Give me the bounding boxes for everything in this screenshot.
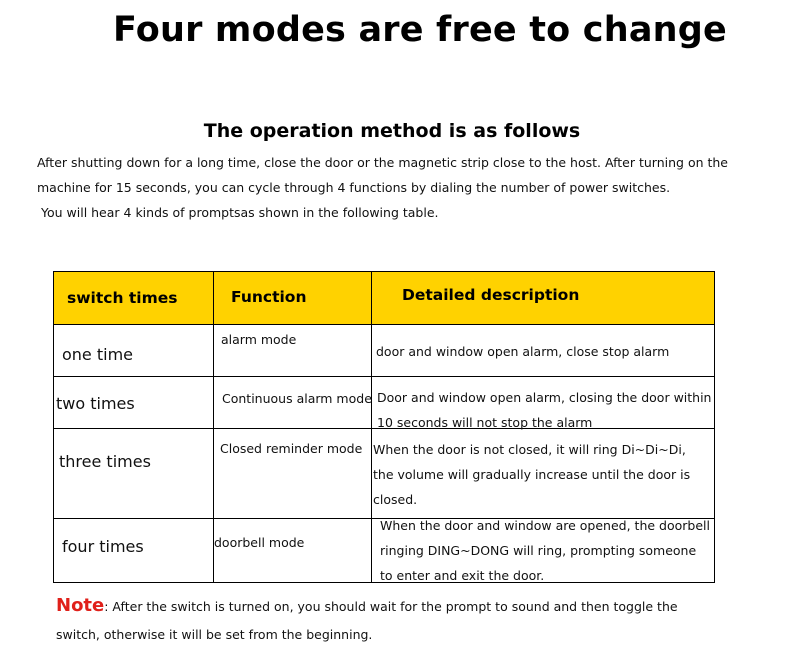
description-text: When the door is not closed, it will ring Di~Di~Di, the volume will gradually increase until the door is closed.: [373, 442, 691, 507]
note-block: [56, 592, 678, 649]
note-line: switch, otherwise it will be set from the beginning.: [56, 627, 373, 642]
function-cell: [214, 429, 372, 519]
column-header-label: Detailed description: [402, 286, 580, 304]
switch-times-text: three times: [59, 452, 151, 471]
times-cell: [54, 325, 214, 377]
function-text: alarm mode: [221, 332, 297, 347]
column-header-switch-times: [54, 272, 214, 325]
description-text: When the door and window are opened, the doorbell ringing DING~DONG will ring, prompting someone to enter and exit the door.: [380, 518, 710, 583]
switch-times-text: four times: [62, 537, 144, 556]
switch-times-text: one time: [62, 345, 134, 364]
times-cell: [54, 429, 214, 519]
function-text: doorbell mode: [214, 535, 305, 550]
description-cell: [372, 519, 715, 583]
note-text: : After the switch is turned on, you should wait for the prompt to sound and then toggle the: [104, 599, 678, 614]
note-label: Note: [56, 595, 105, 616]
table-row: [54, 325, 715, 377]
table-row: [54, 377, 715, 429]
column-header-label: Function: [231, 288, 307, 306]
intro-line: You will hear 4 kinds of promptsas shown in the following table.: [41, 205, 439, 220]
column-header-function: [214, 272, 372, 325]
description-cell: [372, 429, 715, 519]
note-line: [56, 592, 678, 621]
section-heading: The operation method is as follows: [203, 120, 581, 142]
times-cell: [54, 377, 214, 429]
function-cell: [214, 377, 372, 429]
column-header-label: switch times: [67, 289, 178, 307]
intro-line: machine for 15 seconds, you can cycle through 4 functions by dialing the number of power switches.: [37, 180, 671, 195]
function-cell: [214, 519, 372, 583]
description-text: door and window open alarm, close stop alarm: [376, 344, 670, 359]
modes-table: [53, 271, 715, 583]
table-row: [54, 519, 715, 583]
column-header-description: [372, 272, 715, 325]
times-cell: [54, 519, 214, 583]
page-title: Four modes are free to change: [113, 10, 727, 50]
description-cell: [372, 377, 715, 429]
intro-line: After shutting down for a long time, close the door or the magnetic strip close to the host. After turning on the: [37, 155, 728, 170]
function-text: Continuous alarm mode: [222, 391, 372, 406]
function-cell: [214, 325, 372, 377]
function-text: Closed reminder mode: [220, 441, 363, 456]
switch-times-text: two times: [56, 394, 135, 413]
description-text: Door and window open alarm, closing the door within 10 seconds will not stop the alarm: [377, 390, 712, 430]
description-cell: [372, 325, 715, 377]
table-row: [54, 429, 715, 519]
table-header-row: [54, 272, 715, 325]
